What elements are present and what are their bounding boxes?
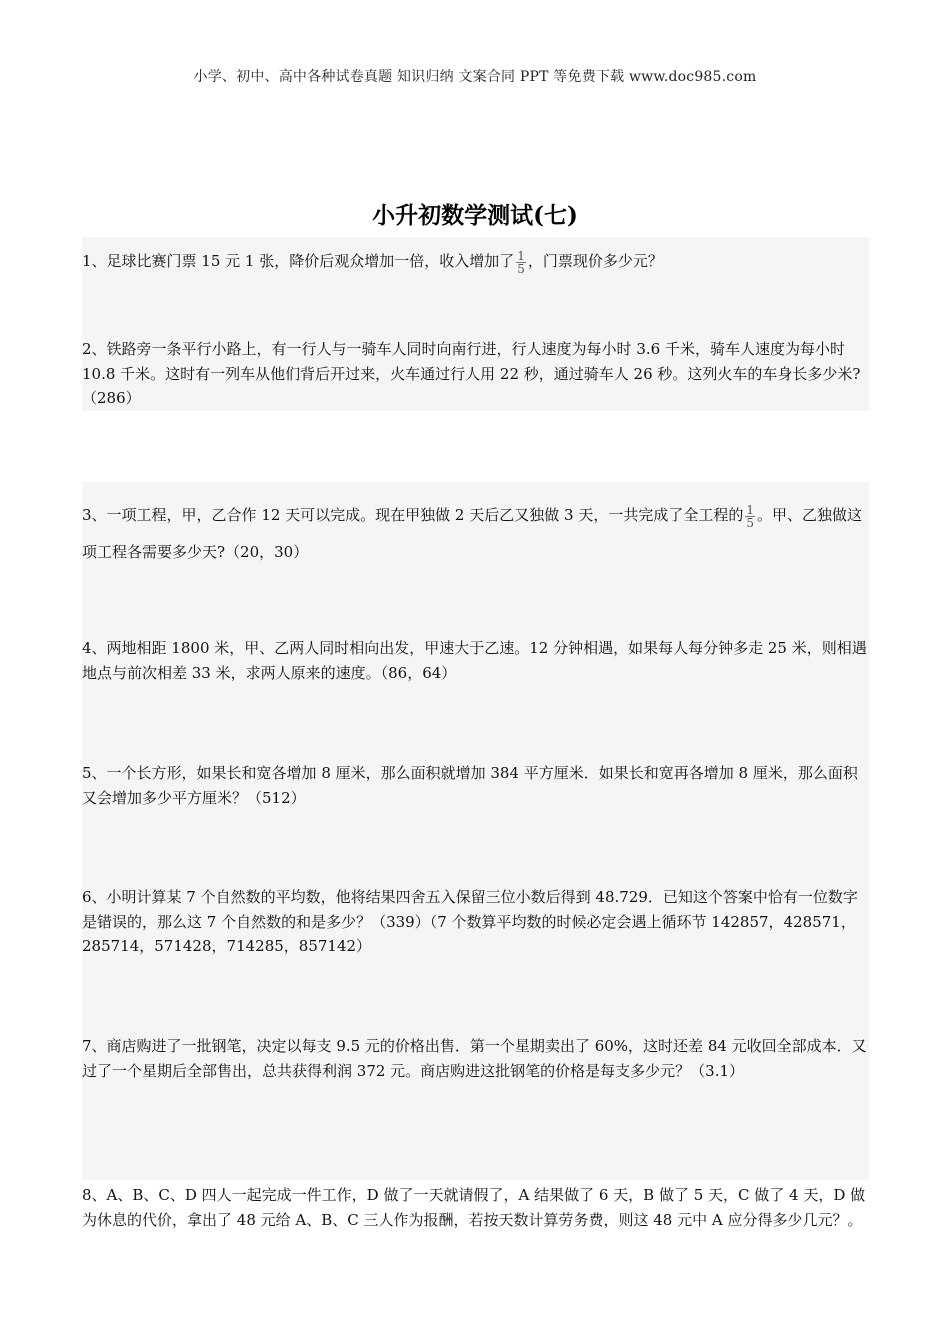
fraction-denominator: 5 <box>517 261 525 276</box>
question-3 <box>82 497 872 571</box>
question-6: 6、小明计算某 7 个自然数的平均数，他将结果四舍五入保留三位小数后得到 48.729．已知这个答案中恰有一位数字是错误的，那么这 7 个自然数的和是多少？（339）（7 个数算平均数的时候必定会遇上循环节 142857，428571，285714，571428，714285，857142） <box>82 888 858 955</box>
question-8: 8、A、B、C、D 四人一起完成一件工作，D 做了一天就请假了，A 结果做了 6 天，B 做了 5 天，C 做了 4 天，D 做为休息的代价，拿出了 48 元给 A、B、C 三人作为报酬，若按天数计算劳务费，则这 48 元中 A 应分得多少几元？。 <box>82 1186 866 1229</box>
question-2: 2、铁路旁一条平行小路上，有一行人与一骑车人同时向南行进，行人速度为每小时 3.6 千米，骑车人速度为每小时 10.8 千米。这时有一列车从他们背后开过来，火车通过行人用 22 秒，通过骑车人 26 秒。这列火车的车身长多少米?（286） <box>82 340 861 407</box>
page-title: 小升初数学测试(七) <box>372 202 578 229</box>
question-3-text-end: 。甲、乙独做这项工程各需要多少天?（20，30） <box>82 506 862 561</box>
question-5: 5、一个长方形，如果长和宽各增加 8 厘米，那么面积就增加 384 平方厘米．如果长和宽再各增加 8 厘米，那么面积又会增加多少平方厘米？（512） <box>82 764 858 807</box>
fraction-numerator: 1 <box>517 248 525 263</box>
question-1 <box>82 249 872 275</box>
fraction-denominator: 5 <box>746 515 754 530</box>
page-header: 小学、初中、高中各种试卷真题 知识归纳 文案合同 PPT 等免费下载 www.doc985.com <box>193 69 757 85</box>
question-4: 4、两地相距 1800 米，甲、乙两人同时相向出发，甲速大于乙速。12 分钟相遇，如果每人每分钟多走 25 米，则相遇地点与前次相差 33 米，求两人原来的速度。（86，64） <box>82 639 867 682</box>
question-1-text: 1、足球比赛门票 15 元 1 张，降价后观众增加一倍，收入增加了 <box>82 252 515 270</box>
question-7: 7、商店购进了一批钢笔，决定以每支 9.5 元的价格出售．第一个星期卖出了 60%，这时还差 84 元收回全部成本．又过了一个星期后全部售出，总共获得利润 372 元。商店购进这批钢笔的价格是每支多少元？（3.1） <box>82 1037 867 1080</box>
question-3-text: 3、一项工程，甲，乙合作 12 天可以完成。现在甲独做 2 天后乙又独做 3 天，一共完成了全工程的 <box>82 506 744 524</box>
question-1-text-end: ，门票现价多少元？ <box>527 252 663 270</box>
fraction-numerator: 1 <box>746 502 754 517</box>
fraction <box>745 504 755 529</box>
fraction <box>516 250 526 275</box>
